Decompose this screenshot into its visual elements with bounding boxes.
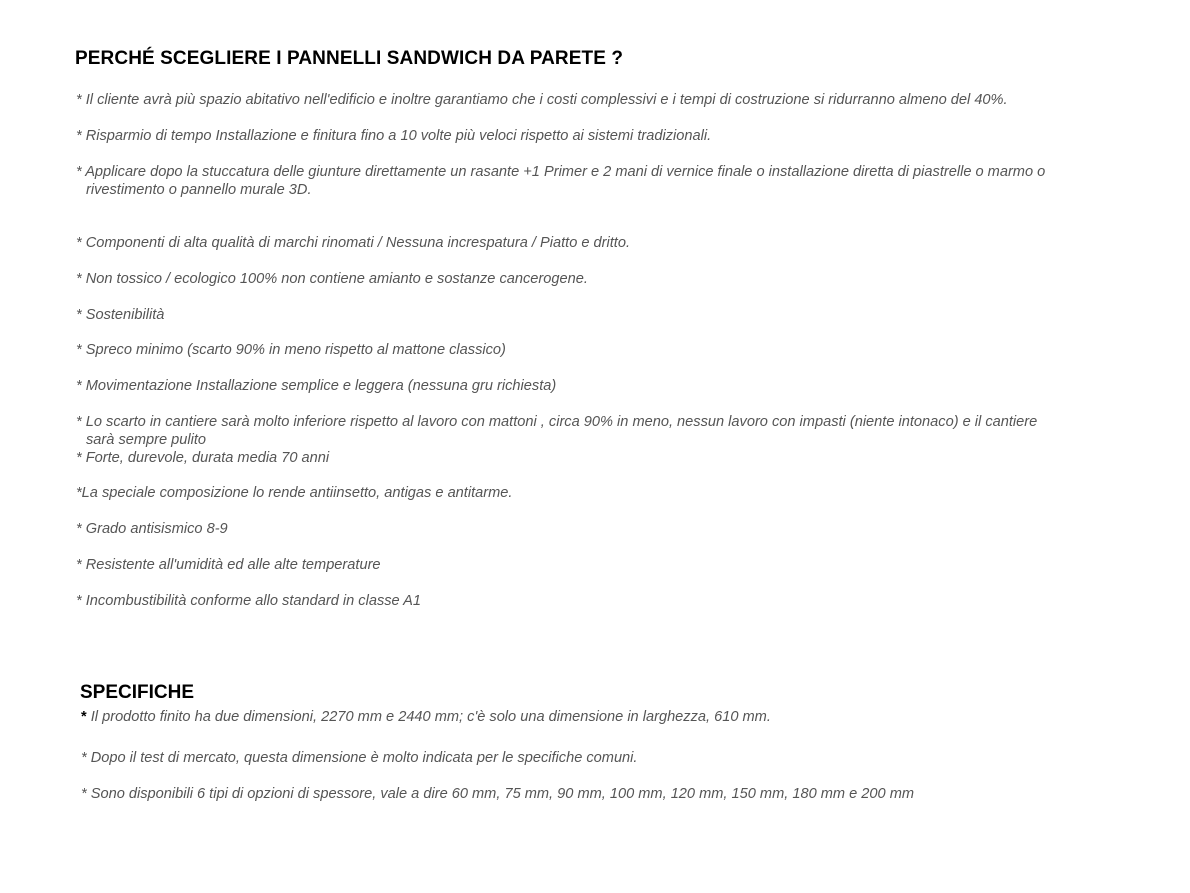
spec-item-text: Il prodotto finito ha due dimensioni, 2270 mm e 2440 mm; c'è solo una dimensione in larghezza, 610 mm.	[86, 709, 771, 725]
benefit-item-text: * Forte, durevole, durata media 70 anni	[76, 450, 330, 466]
benefit-item-fireproof	[76, 592, 421, 610]
benefit-item-handling	[76, 377, 556, 395]
benefit-item-text: * Applicare dopo la stuccatura delle giunture direttamente un rasante +1 Primer e 2 mani di vernice finale o installazione diretta di piastrelle o marmo o	[76, 164, 1046, 180]
spec-item-thickness-options	[81, 785, 914, 803]
benefit-item-text: * Non tossico / ecologico 100% non contiene amianto e sostanze cancerogene.	[76, 271, 588, 287]
spec-item-market-test	[81, 749, 637, 767]
benefit-item-humidity	[76, 556, 381, 574]
section-title-why-choose: PERCHÉ SCEGLIERE I PANNELLI SANDWICH DA PARETE ?	[75, 48, 624, 69]
benefit-item-text: * Lo scarto in cantiere sarà molto inferiore rispetto al lavoro con mattoni , circa 90% in meno, nessun lavoro con impasti (niente intonaco) e il cantiere	[76, 414, 1038, 430]
benefit-item-composition	[76, 484, 512, 502]
benefit-item-seismic	[76, 520, 228, 538]
spec-item-text: * Sono disponibili 6 tipi di opzioni di spessore, vale a dire 60 mm, 75 mm, 90 mm, 100 mm, 120 mm, 150 mm, 180 mm e 200 mm	[81, 786, 915, 802]
section-title-specifications: SPECIFICHE	[80, 682, 195, 703]
spec-item-dimensions	[81, 708, 771, 726]
benefit-item-text: * Spreco minimo (scarto 90% in meno rispetto al mattone classico)	[76, 342, 506, 358]
spec-item-text: * Dopo il test di mercato, questa dimensione è molto indicata per le specifiche comuni.	[81, 750, 638, 766]
benefit-item-site-waste	[76, 413, 1037, 449]
benefit-item-text-continued: rivestimento o pannello murale 3D.	[86, 182, 312, 198]
benefit-item-text: * Sostenibilità	[76, 307, 165, 323]
benefit-item-text: *La speciale composizione lo rende antiinsetto, antigas e antitarme.	[76, 485, 513, 501]
benefit-item-text: * Componenti di alta qualità di marchi rinomati / Nessuna increspatura / Piatto e dritto.	[76, 235, 631, 251]
benefit-item-text: * Il cliente avrà più spazio abitativo nell'edificio e inoltre garantiamo che i costi complessivi e i tempi di costruzione si ridurranno almeno del 40%.	[76, 92, 1008, 108]
benefit-item-text: * Grado antisismico 8-9	[76, 521, 228, 537]
benefit-item-time-saving	[76, 127, 711, 145]
benefit-item-text: * Movimentazione Installazione semplice e leggera (nessuna gru richiesta)	[76, 378, 557, 394]
benefit-item-quality	[76, 234, 630, 252]
benefit-item-text: * Risparmio di tempo Installazione e finitura fino a 10 volte più veloci rispetto ai sistemi tradizionali.	[76, 128, 712, 144]
bullet-star: *	[81, 709, 87, 725]
benefit-item-non-toxic	[76, 270, 588, 288]
benefit-item-application	[76, 163, 1045, 199]
benefit-item-text: * Resistente all'umidità ed alle alte temperature	[76, 557, 381, 573]
benefit-item-durability	[76, 449, 329, 467]
benefit-item-sustainability	[76, 306, 164, 324]
benefit-item-text-continued: sarà sempre pulito	[86, 432, 207, 448]
benefit-item-text: * Incombustibilità conforme allo standard in classe A1	[76, 593, 422, 609]
benefit-item-minimal-waste	[76, 341, 506, 359]
benefit-item-living-space	[76, 91, 1008, 109]
